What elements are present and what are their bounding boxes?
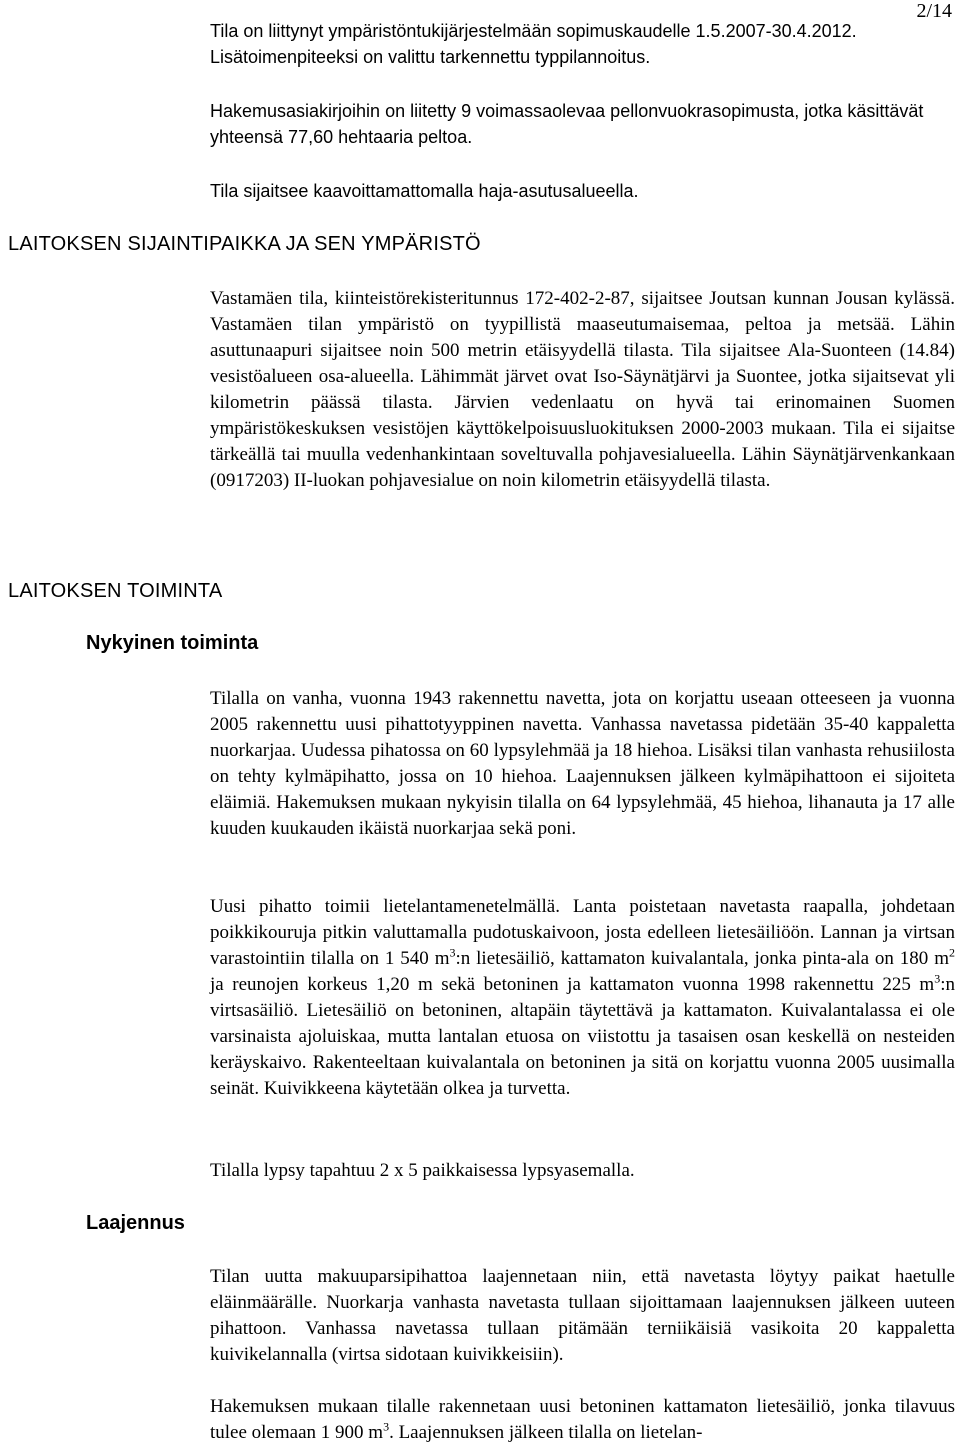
current-operation-paragraph-milking: Tilalla lypsy tapahtuu 2 x 5 paikkaisessa lypsyasemalla.	[210, 1160, 635, 1181]
intro-paragraph-environment-support: Tila on liittynyt ympäristöntukijärjestelmään sopimuskaudelle 1.5.2007-30.4.2012. Lisätoimenpiteeksi on valittu tarkennettu typpilannoitus.	[210, 21, 857, 67]
expansion-paragraph-slurry-tank	[210, 1394, 955, 1446]
slurry-text-2: . Laajennuksen jälkeen tilalla on lietelan-	[389, 1422, 703, 1443]
page-number: 2/14	[916, 0, 952, 22]
manure-superscript-3: 3	[934, 971, 941, 986]
current-operation-paragraph-manure	[210, 894, 955, 1102]
slurry-superscript-1: 3	[383, 1419, 390, 1434]
location-paragraph: Vastamäen tila, kiinteistörekisteritunnus 172-402-2-87, sijaitsee Joutsan kunnan Jousan kylässä. Vastamäen tilan ympäristö on tyypillistä maaseutumaisemaa, peltoa ja metsää. Lähin asuttunaapuri sijaitsee noin 500 metrin etäisyydellä tilasta. Tila sijaitsee Ala-Suonteen (14.84) vesistöalueen osa-alueella. Lähimmät järvet ovat Iso-Säynätjärvi ja Suontee, jotka sijaitsevat yli kilometrin päässä tilasta. Järvien vedenlaatu on hyvä tai erinomainen Suomen ympäristökeskuksen vesistöjen käyttökelpoisuusluokituksen 2000-2003 mukaan. Tila ei sijaitse tärkeällä tai muulla vedenhankintaan soveltuvalla pohjavesialueella. Lähin Säynätjärvenkankaan (0917203) II-luokan pohjavesialue on noin kilometrin etäisyydellä tilasta.	[210, 288, 955, 491]
location-section-heading: LAITOKSEN SIJAINTIPAIKKA JA SEN YMPÄRISTÖ	[8, 233, 481, 255]
expansion-paragraph-barn: Tilan uutta makuuparsipihattoa laajennetaan niin, että navetasta löytyy paikat haetulle eläinmäärälle. Nuorkarja vanhasta navetasta tullaan sijoittamaan laajennuksen jälkeen uuteen pihattoon. Vanhassa navetassa tullaan pitämään terniikäisiä vasikoita 20 kappaletta kuivikelannalla (virtsa sidotaan kuivikkeisiin).	[210, 1266, 955, 1365]
slurry-text-1: Hakemuksen mukaan tilalle rakennetaan uusi betoninen kattamaton lietesäiliö, jonka tilavuus tulee olemaan 1 900 m	[210, 1396, 955, 1443]
manure-text-3: ja reunojen korkeus 1,20 m sekä betoninen ja kattamaton vuonna 1998 rakennettu 225 m	[210, 974, 935, 995]
manure-text-4: :n virtsasäiliö. Lietesäiliö on betoninen, altapäin täytettävä ja kattamaton. Kuivalantalassa ei ole varsinaista ajoluiskaa, mutta lantalan etuosa on viistottu ja tasaisen osan keskellä on nesteiden keräyskaivo. Rakenteeltaan kuivalantala on betoninen ja sitä on korjattu vuonna 2005 uusimalla seinät. Kuivikkeena käytetään olkea ja turvetta.	[210, 974, 955, 1099]
operation-section-heading: LAITOKSEN TOIMINTA	[8, 580, 223, 602]
manure-superscript-2: 2	[948, 945, 955, 960]
manure-superscript-1: 3	[449, 945, 456, 960]
intro-paragraph-zoning: Tila sijaitsee kaavoittamattomalla haja-asutusalueella.	[210, 181, 639, 201]
manure-text-1: Uusi pihatto toimii lietelantamenetelmällä. Lanta poistetaan navetasta raapalla, johdetaan poikkikouruja pitkin valuttamalla pudotuskaivoon, josta edelleen lietesäiliöön. Lannan ja virtsan varastointiin tilalla on 1 540 m	[210, 896, 955, 969]
intro-paragraph-lease-agreements: Hakemusasiakirjoihin on liitetty 9 voimassaolevaa pellonvuokrasopimusta, jotka käsittävät yhteensä 77,60 hehtaaria peltoa.	[210, 101, 924, 147]
current-operation-heading: Nykyinen toiminta	[86, 632, 259, 654]
expansion-heading: Laajennus	[86, 1212, 185, 1234]
current-operation-paragraph-barns: Tilalla on vanha, vuonna 1943 rakennettu navetta, jota on korjattu useaan otteeseen ja vuonna 2005 rakennettu uusi pihattotyyppinen navetta. Vanhassa navetassa pidetään 35-40 kappaletta nuorkarjaa. Uudessa pihatossa on 60 lypsylehmää ja 18 hiehoa. Lisäksi tilan vanhasta rehusiilosta on tehty kylmäpihatto, jossa on 10 hiehoa. Laajennuksen jälkeen kylmäpihattoon ei sijoiteta eläimiä. Hakemuksen mukaan nykyisin tilalla on 64 lypsylehmää, 45 hiehoa, lihanauta ja 17 alle kuuden kuukauden ikäistä nuorkarjaa sekä poni.	[210, 688, 955, 839]
manure-text-2: :n lietesäiliö, kattamaton kuivalantala, jonka pinta-ala on 180 m	[455, 948, 949, 969]
